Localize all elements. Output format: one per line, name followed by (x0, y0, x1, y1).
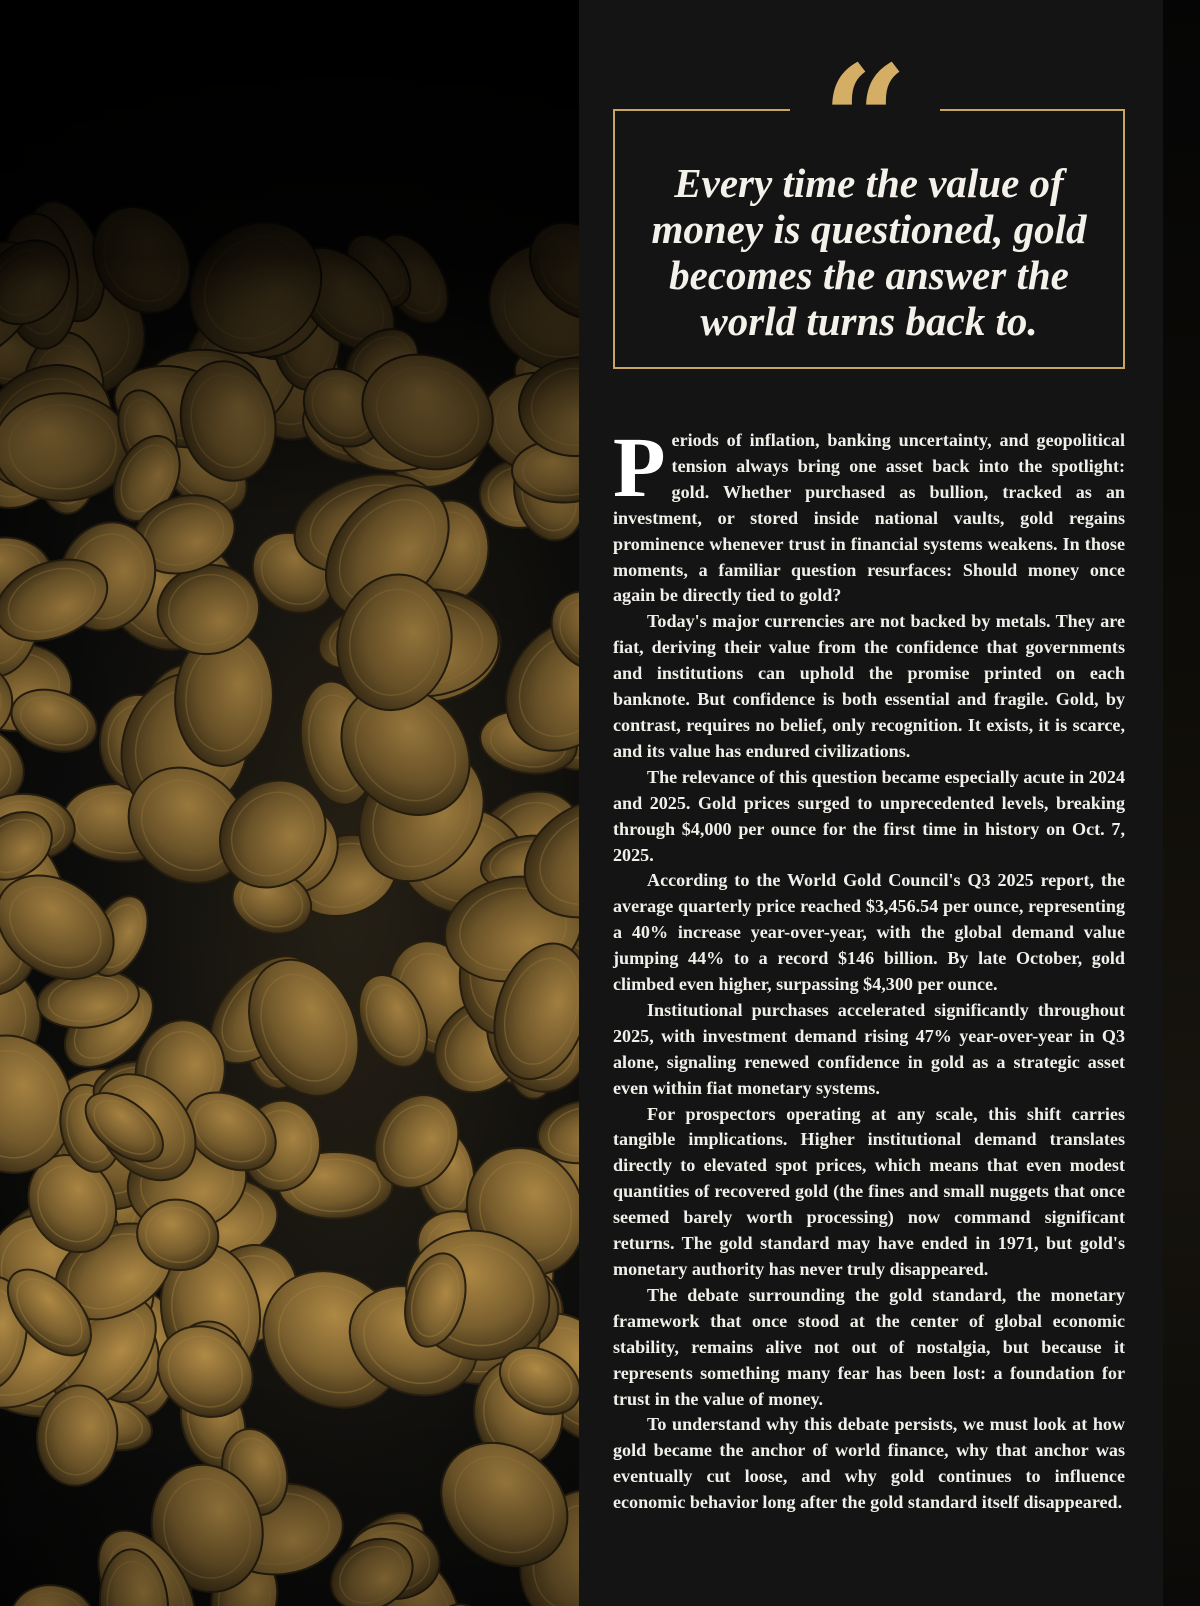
article-paragraph: To understand why this debate persists, we must look at how gold became the anchor of world finance, why that anchor was eventually cut loose, and why gold continues to influence economic behavior long after the gold standard itself disappeared. (613, 1414, 1125, 1513)
article-paragraph: For prospectors operating at any scale, this shift carries tangible implications. Higher institutional demand translates directly to elevated spot prices, which means that even modest quantities of recovered gold (the fines and small nuggets that once seemed barely worth processing) now command significant returns. The gold standard may have ended in 1971, but gold's monetary authority has never truly disappeared. (613, 1103, 1125, 1279)
article-paragraph: The debate surrounding the gold standard, the monetary framework that once stood at the center of global economic stability, remains alive not out of nostalgia, but because it represents something many fear has been lost: a foundation for trust in the value of money. (613, 1284, 1125, 1409)
photo-shade (0, 0, 580, 1606)
drop-cap: P (613, 419, 666, 515)
quote-mark-icon: “ (821, 33, 909, 209)
photo-edge (1162, 0, 1200, 1606)
pull-quote-text: Every time the value of money is questioned, gold becomes the answer the world turns back to. (651, 160, 1087, 344)
article-body (613, 419, 1125, 1516)
article-paragraph: The relevance of this question became especially acute in 2024 and 2025. Gold prices surged to unprecedented levels, breaking through $4,000 per ounce for the first time in history on Oct. 7, 2025. (613, 766, 1125, 865)
coins-illustration (0, 0, 580, 1606)
article-paragraph (613, 419, 1125, 609)
article-paragraph: According to the World Gold Council's Q3 2025 report, the average quarterly price reached $3,456.54 per ounce, representing a 40% increase year-over-year, with the global demand value jumping 44% to a record $146 billion. By late October, gold climbed even higher, surpassing $4,300 per ounce. (613, 870, 1125, 995)
article-paragraph-text: eriods of inflation, banking uncertainty, and geopolitical tension always bring one asset back into the spotlight: gold. Whether purchased as bullion, tracked as an investment, or stored inside national vaults, gold regains prominence whenever trust in financial systems weakens. In those moments, a familiar question resurfaces: Should money once again be directly tied to gold? (613, 430, 1125, 606)
gold-coins-photo (0, 0, 580, 1606)
article-paragraph: Institutional purchases accelerated significantly throughout 2025, with investment demand rising 47% year-over-year in Q3 alone, signaling renewed confidence in gold as a strategic asset even within fiat monetary systems. (613, 999, 1125, 1098)
article-paragraph: Today's major currencies are not backed by metals. They are fiat, deriving their value from the confidence that governments and institutions can uphold the promise printed on each banknote. But confidence is both essential and fragile. Gold, by contrast, requires no belief, only recognition. It exists, it is scarce, and its value has endured civilizations. (613, 611, 1125, 761)
